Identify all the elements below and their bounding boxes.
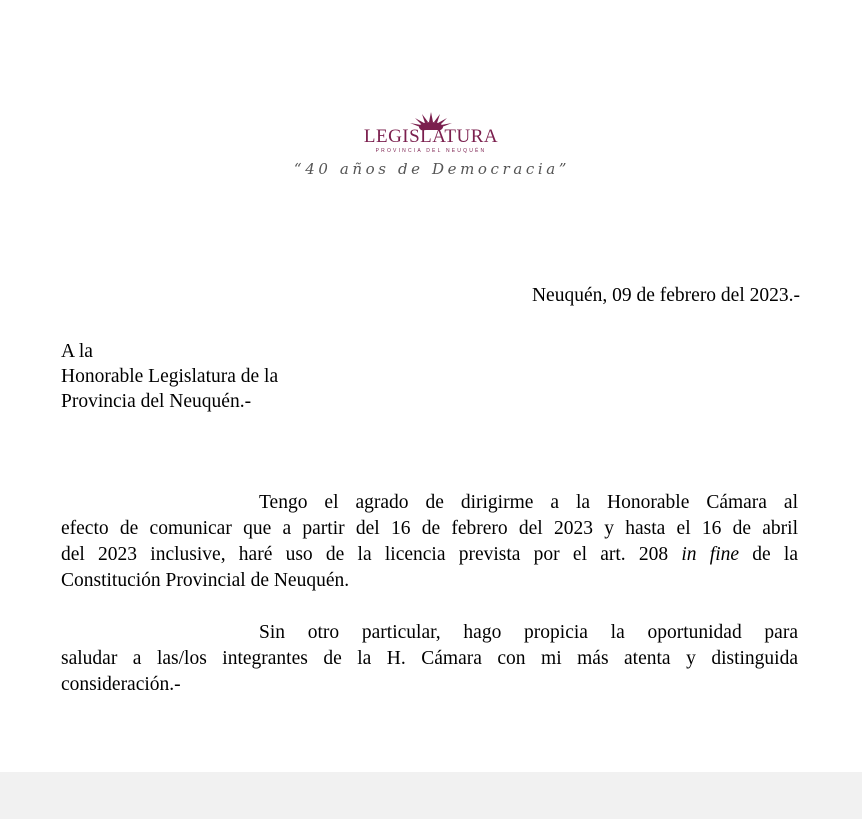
viewer-footer-bar [0, 772, 862, 819]
paragraph-line: efecto de comunicar que a partir del 16 de febrero del 2023 y hasta el 16 de abril [61, 518, 798, 539]
paragraph-text: del 2023 inclusive, haré uso de la licencia prevista por el art. 208 [61, 544, 669, 565]
logo-wordmark: LEGISLATURA [363, 126, 499, 147]
letterhead-motto: “40 años de Democracia” [293, 160, 571, 178]
paragraph-line: Constitución Provincial de Neuquén. [61, 570, 350, 591]
legislatura-logo [334, 110, 528, 156]
recipient-block [61, 339, 278, 414]
recipient-line: Honorable Legislatura de la [61, 366, 279, 387]
paragraph-line: Sin otro particular, hago propicia la oportunidad para [259, 622, 798, 643]
paragraph-line: consideración.- [61, 674, 181, 695]
paragraph-line: saludar a las/los integrantes de la H. Cámara con mi más atenta y distinguida [61, 648, 798, 669]
logo-subtitle: PROVINCIA DEL NEUQUÉN [375, 148, 487, 154]
date-line: Neuquén, 09 de febrero del 2023.- [531, 285, 800, 306]
italic-phrase: in fine [681, 544, 740, 565]
recipient-line: A la [61, 341, 93, 362]
paragraph-line: Tengo el agrado de dirigirme a la Honorable Cámara al [259, 492, 798, 513]
paragraph-text: de la [752, 544, 798, 565]
paragraph-line [61, 542, 798, 568]
body-paragraph [61, 490, 798, 594]
recipient-line: Provincia del Neuquén.- [61, 391, 252, 412]
closing-paragraph [61, 620, 798, 698]
